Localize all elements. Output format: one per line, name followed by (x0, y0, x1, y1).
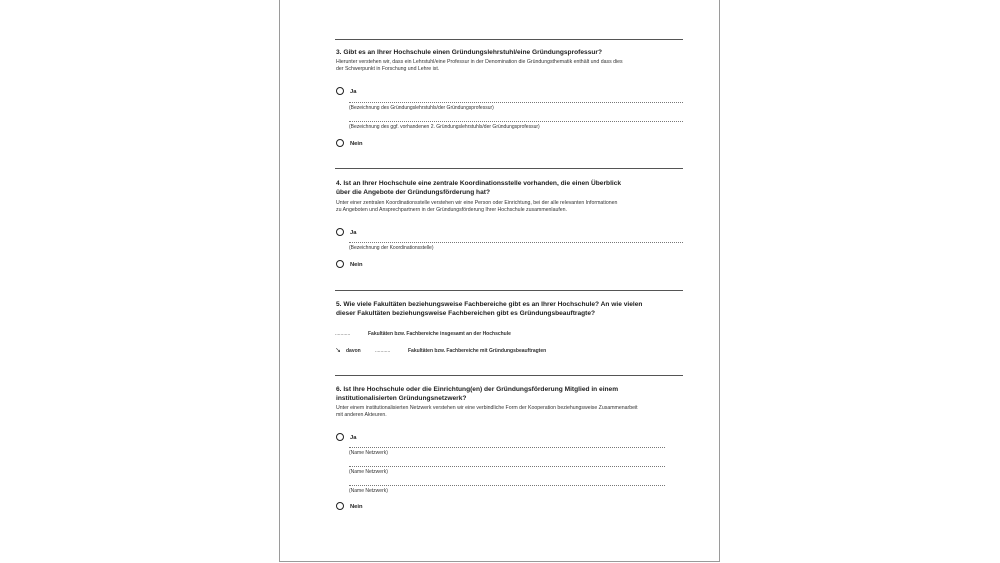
q4-no-label: Nein (350, 262, 363, 268)
q6-description-line-1: Unter einem institutionalisierten Netzwerk verstehen wir eine verbindliche Form der Kooperation beziehungsweise Zusammenarbeit (336, 405, 638, 411)
section-divider (335, 375, 683, 376)
q5-title-line-2: dieser Fakultäten beziehungsweise Fachbereichen gibt es Gründungsbeauftragte? (336, 310, 596, 317)
arrow-down-right-icon: ↘ (335, 347, 341, 354)
q5-faculties-with-label: Fakultäten bzw. Fachbereiche mit Gründungsbeauftragten (408, 348, 547, 354)
q5-davon-label: davon (346, 348, 361, 354)
q3-description-line-1: Hierunter verstehen wir, dass ein Lehrstuhl/eine Professur in der Denomination die Gründungsthematik enthält und dass dies (336, 59, 623, 65)
q5-title-line-1: 5. Wie viele Fakultäten beziehungsweise Fachbereiche gibt es an Ihrer Hochschule? An wie vielen (336, 301, 643, 308)
section-divider (335, 168, 683, 169)
q4-title-line-1: 4. Ist an Ihrer Hochschule eine zentrale Koordinationsstelle vorhanden, die einen Überblick (336, 180, 622, 187)
q6-yes-radio[interactable] (336, 433, 344, 441)
q4-no-radio[interactable] (336, 260, 344, 268)
q3-title: 3. Gibt es an Ihrer Hochschule einen Gründungslehrstuhl/eine Gründungsprofessur? (336, 49, 602, 56)
q3-no-label: Nein (350, 141, 363, 147)
q3-chair-input-1[interactable] (349, 102, 683, 103)
q3-chair-input-2[interactable] (349, 121, 683, 122)
q6-network-input-1[interactable] (349, 447, 665, 448)
q5-faculties-with-input[interactable]: ........... (375, 348, 391, 354)
q3-yes-radio[interactable] (336, 87, 344, 95)
q3-chair-hint-2: (Bezeichnung des ggf. vorhandenen 2. Gründungslehrstuhls/der Gründungsprofessur) (349, 124, 540, 130)
q3-no-radio[interactable] (336, 139, 344, 147)
q6-network-input-2[interactable] (349, 466, 665, 467)
q4-coordination-hint: (Bezeichnung der Koordinationsstelle) (349, 245, 434, 251)
q3-yes-label: Ja (350, 89, 357, 95)
q6-no-label: Nein (350, 504, 363, 510)
q4-coordination-input[interactable] (349, 242, 683, 243)
q6-network-hint-3: (Name Netzwerk) (349, 488, 388, 494)
form-page (279, 0, 720, 562)
q6-no-radio[interactable] (336, 502, 344, 510)
q4-title-line-2: über die Angebote der Gründungsförderung hat? (336, 189, 490, 196)
q4-yes-label: Ja (350, 230, 357, 236)
q6-yes-label: Ja (350, 435, 357, 441)
section-divider (335, 39, 683, 40)
q4-description-line-1: Unter einer zentralen Koordinationsstelle verstehen wir eine Person oder Einrichtung, bei der alle relevanten Informationen (336, 200, 618, 206)
q3-chair-hint-1: (Bezeichnung des Gründungslehrstuhls/der Gründungsprofessur) (349, 105, 494, 111)
q6-title-line-1: 6. Ist Ihre Hochschule oder die Einrichtung(en) der Gründungsförderung Mitglied in einem (336, 386, 619, 393)
q5-faculties-total-input[interactable]: ........... (335, 331, 351, 337)
q6-title-line-2: institutionalisierten Gründungsnetzwerk? (336, 395, 467, 402)
q3-description-line-2: der Schwerpunkt in Forschung und Lehre ist. (336, 66, 440, 72)
q4-description-line-2: zu Angeboten und Ansprechpartnern in der Gründungsförderung Ihrer Hochschule zusammenlaufen. (336, 207, 567, 213)
q6-network-input-3[interactable] (349, 485, 665, 486)
q5-faculties-total-label: Fakultäten bzw. Fachbereiche insgesamt an der Hochschule (368, 331, 511, 337)
q6-network-hint-1: (Name Netzwerk) (349, 450, 388, 456)
q6-network-hint-2: (Name Netzwerk) (349, 469, 388, 475)
section-divider (335, 290, 683, 291)
q6-description-line-2: mit anderen Akteuren. (336, 412, 387, 418)
q4-yes-radio[interactable] (336, 228, 344, 236)
